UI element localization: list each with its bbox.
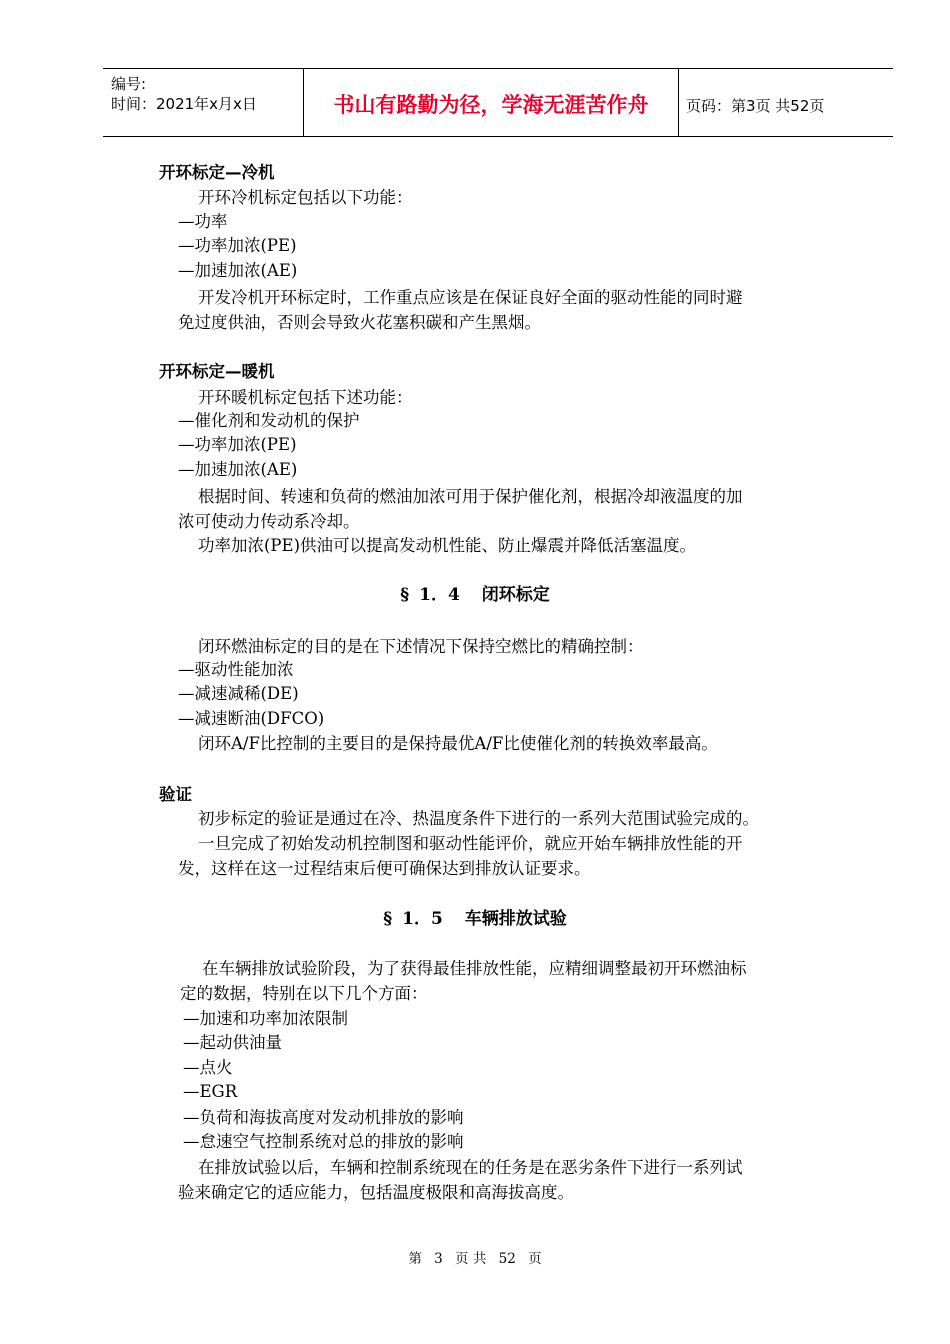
list-item: —功率加浓(PE) — [178, 435, 297, 454]
section-title: 闭环标定 — [481, 585, 550, 605]
list-item: —加速加浓(AE) — [178, 460, 298, 479]
section-title-verify: 验证 — [159, 785, 192, 804]
footer-page-number: 3 — [434, 1251, 443, 1267]
section-title: 车辆排放试验 — [464, 909, 567, 929]
paragraph: 开发冷机开环标定时，工作重点应该是在保证良好全面的驱动性能的同时避 — [198, 288, 743, 307]
footer-suffix: 页 — [528, 1251, 542, 1267]
list-item: —EGR — [183, 1082, 238, 1101]
paragraph: 验来确定它的适应能力，包括温度极限和高海拔高度。 — [178, 1183, 574, 1202]
section-heading-1-4 — [0, 587, 950, 604]
list-item: —点火 — [183, 1058, 233, 1077]
paragraph: 发，这样在这一过程结束后便可确保达到排放认证要求。 — [178, 859, 591, 878]
section-symbol: § — [400, 585, 410, 605]
paragraph: 初步标定的验证是通过在冷、热温度条件下进行的一系列大范围试验完成的。 — [198, 809, 759, 828]
paragraph: 在车辆排放试验阶段，为了获得最佳排放性能，应精细调整最初开环燃油标 — [202, 959, 747, 978]
list-item: —驱动性能加浓 — [178, 660, 294, 679]
page-header — [103, 68, 893, 137]
list-item: —催化剂和发动机的保护 — [178, 411, 360, 430]
list-item: —加速加浓(AE) — [178, 261, 298, 280]
document-number-label: 编号: — [111, 75, 147, 93]
paragraph: 浓可使动力传动系冷却。 — [178, 512, 360, 531]
header-meta-cell — [103, 69, 303, 136]
section-title-warm: 开环标定—暖机 — [159, 362, 275, 381]
footer-prefix: 第 — [408, 1251, 422, 1267]
list-item: —减速减稀(DE) — [178, 684, 299, 703]
section-title-cold: 开环标定—冷机 — [159, 163, 275, 182]
header-motto-cell — [303, 69, 679, 136]
list-item: —负荷和海拔高度对发动机排放的影响 — [183, 1108, 464, 1127]
paragraph: 根据时间、转速和负荷的燃油加浓可用于保护催化剂，根据冷却液温度的加 — [198, 487, 743, 506]
paragraph: 免过度供油，否则会导致火花塞积碳和产生黑烟。 — [178, 313, 541, 332]
paragraph: 闭环燃油标定的目的是在下述情况下保持空燃比的精确控制： — [198, 637, 644, 656]
list-item: —加速和功率加浓限制 — [183, 1009, 348, 1028]
list-item: —功率加浓(PE) — [178, 236, 297, 255]
header-motto: 书山有路勤为径，学海无涯苦作舟 — [333, 93, 649, 117]
section-number: 1．4 — [419, 585, 460, 605]
header-page-cell — [678, 69, 893, 136]
document-time-label: 时间：2021年x月x日 — [111, 95, 257, 113]
header-page-info: 页码：第3页 共52页 — [686, 97, 825, 115]
paragraph: 一旦完成了初始发动机控制图和驱动性能评价，就应开始车辆排放性能的开 — [198, 834, 743, 853]
list-item: —功率 — [178, 212, 228, 231]
paragraph: 功率加浓(PE)供油可以提高发动机性能、防止爆震并降低活塞温度。 — [198, 536, 697, 555]
paragraph: 开环冷机标定包括以下功能： — [198, 188, 413, 207]
footer-total-pages: 52 — [498, 1251, 516, 1267]
section-heading-1-5 — [0, 911, 950, 928]
paragraph: 定的数据，特别在以下几个方面： — [180, 984, 428, 1003]
page-footer — [0, 1247, 950, 1267]
list-item: —怠速空气控制系统对总的排放的影响 — [183, 1132, 464, 1151]
paragraph: 在排放试验以后，车辆和控制系统现在的任务是在恶劣条件下进行一系列试 — [198, 1158, 743, 1177]
footer-mid: 页 共 — [455, 1251, 487, 1267]
list-item: —减速断油(DFCO) — [178, 709, 325, 728]
section-symbol: § — [383, 909, 393, 929]
section-number: 1．5 — [402, 909, 443, 929]
list-item: —起动供油量 — [183, 1033, 282, 1052]
paragraph: 开环暖机标定包括下述功能： — [198, 388, 413, 407]
paragraph: 闭环A/F比控制的主要目的是保持最优A/F比使催化剂的转换效率最高。 — [198, 734, 718, 753]
